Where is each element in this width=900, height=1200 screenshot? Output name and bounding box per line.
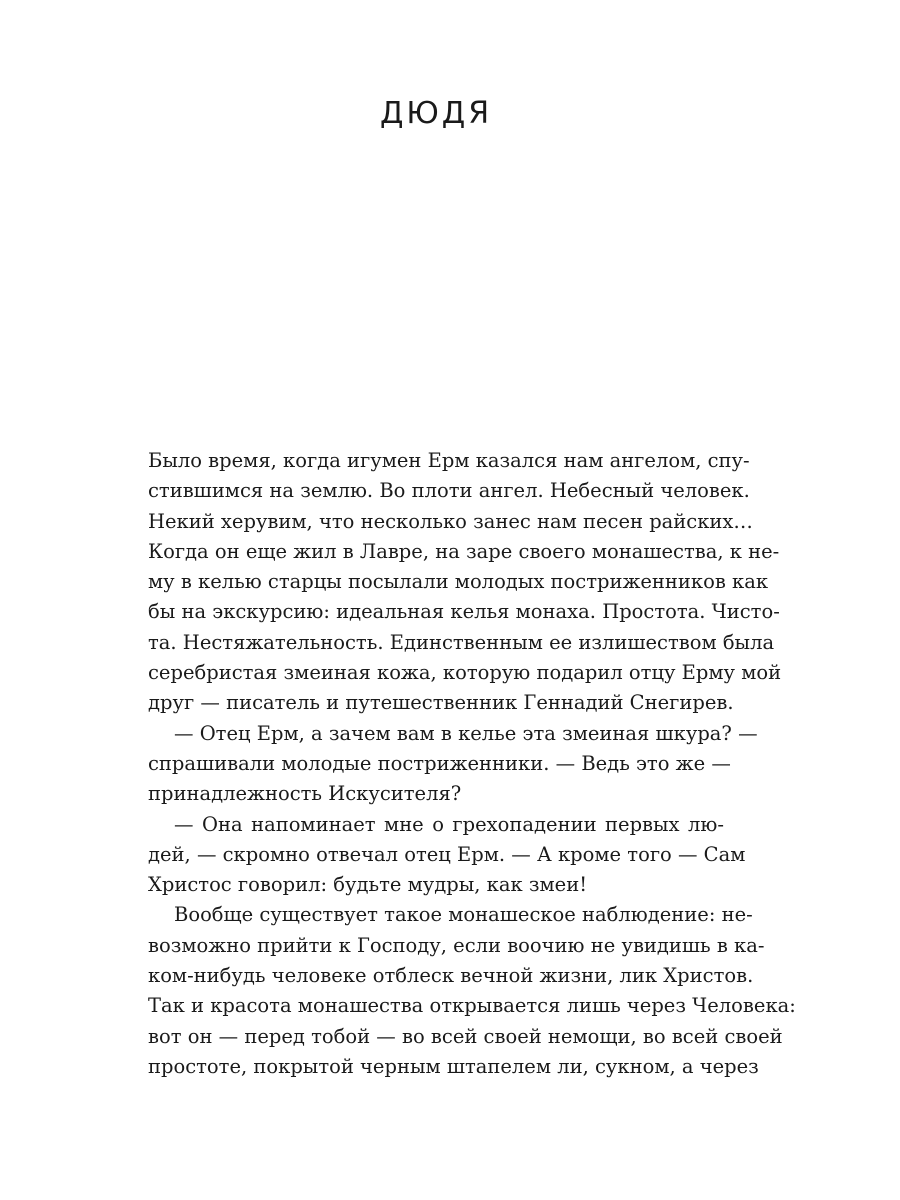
text-line: вот он — перед тобой — во всей своей немощи, во всей своей <box>148 1024 783 1048</box>
text-line: Христос говорил: будьте мудры, как змеи! <box>148 873 588 897</box>
body-text <box>148 446 796 1082</box>
text-line: дей, — скромно отвечал отец Ерм. — А кроме того — Сам <box>148 842 746 866</box>
text-line: принадлежность Искусителя? <box>148 782 462 806</box>
text-line: серебристая змеиная кожа, которую подарил отцу Ерму мой <box>148 661 782 685</box>
text-line: спрашивали молодые постриженники. — Ведь это же — <box>148 751 731 775</box>
text-line: — Она напоминает мне о грехопадении первых лю- <box>174 812 724 836</box>
text-line: Так и красота монашества открывается лишь через Человека: <box>148 994 796 1018</box>
text-line: бы на экскурсию: идеальная келья монаха. Простота. Чисто- <box>148 600 780 624</box>
text-line: друг — писатель и путешественник Геннадий Снегирев. <box>148 691 734 715</box>
text-line: му в келью старцы посылали молодых постриженников как <box>148 570 769 594</box>
chapter-title: ДЮДЯ <box>379 96 493 131</box>
text-line: Было время, когда игумен Ерм казался нам ангелом, спу- <box>148 449 750 472</box>
text-line: Вообще существует такое монашеское наблюдение: не- <box>174 903 753 927</box>
text-line: стившимся на землю. Во плоти ангел. Небесный человек. <box>148 479 750 503</box>
text-line: Некий херувим, что несколько занес нам песен райских… <box>148 509 753 533</box>
text-line: Когда он еще жил в Лавре, на заре своего монашества, к не- <box>148 539 780 563</box>
text-line: простоте, покрытой черным штапелем ли, сукном, а через <box>148 1054 759 1078</box>
text-line: — Отец Ерм, а зачем вам в келье эта змеиная шкура? — <box>174 721 758 745</box>
text-line: та. Нестяжательность. Единственным ее излишеством была <box>148 630 775 654</box>
text-line: ком-нибудь человеке отблеск вечной жизни, лик Христов. <box>148 964 754 988</box>
text-line: возможно прийти к Господу, если воочию не увидишь в ка- <box>148 933 765 957</box>
